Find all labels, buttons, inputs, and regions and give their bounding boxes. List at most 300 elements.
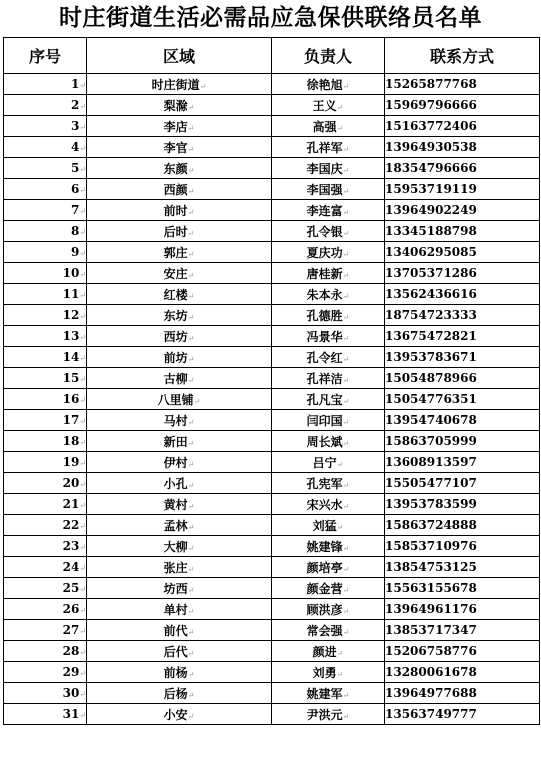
paragraph-mark: ↵ bbox=[187, 501, 195, 511]
row-person: 尹洪元 bbox=[306, 707, 343, 722]
row-person-cell bbox=[272, 242, 385, 263]
row-phone-cell bbox=[385, 557, 540, 578]
paragraph-mark: ↵ bbox=[187, 522, 195, 532]
paragraph-mark: ↵ bbox=[342, 144, 350, 154]
row-person: 孔凡宝 bbox=[306, 392, 343, 407]
row-person-cell bbox=[272, 410, 385, 431]
row-area-cell bbox=[87, 305, 272, 326]
row-person: 孔令红 bbox=[306, 350, 343, 365]
row-area: 张庄 bbox=[163, 560, 188, 575]
row-phone: 13563749777 bbox=[385, 707, 477, 721]
paragraph-mark: ↵ bbox=[187, 186, 195, 196]
row-index: 14 bbox=[62, 350, 80, 364]
paragraph-mark: ↵ bbox=[79, 165, 86, 174]
row-person: 孔令银 bbox=[306, 224, 343, 239]
paragraph-mark: ↵ bbox=[187, 438, 195, 448]
row-area-cell bbox=[87, 641, 272, 662]
row-person: 颜金营 bbox=[306, 581, 343, 596]
row-area-cell bbox=[87, 221, 272, 242]
table-row bbox=[4, 557, 540, 578]
paragraph-mark: ↵ bbox=[342, 564, 350, 574]
row-index-cell bbox=[4, 263, 87, 284]
paragraph-mark: ↵ bbox=[336, 648, 344, 658]
paragraph-mark: ↵ bbox=[342, 375, 350, 385]
row-person: 李国庆 bbox=[306, 161, 343, 176]
row-person-cell bbox=[272, 179, 385, 200]
paragraph-mark: ↵ bbox=[336, 102, 344, 112]
row-phone-cell bbox=[385, 410, 540, 431]
paragraph-mark: ↵ bbox=[79, 81, 86, 90]
row-area: 马村 bbox=[163, 413, 188, 428]
row-index-cell bbox=[4, 473, 87, 494]
row-phone: 15563155678 bbox=[385, 581, 477, 595]
paragraph-mark: ↵ bbox=[79, 270, 86, 279]
paragraph-mark: ↵ bbox=[79, 123, 86, 132]
paragraph-mark: ↵ bbox=[187, 270, 195, 280]
table-row bbox=[4, 431, 540, 452]
row-index-cell bbox=[4, 179, 87, 200]
row-index: 5 bbox=[70, 161, 80, 175]
row-index: 31 bbox=[62, 707, 80, 721]
row-phone-cell bbox=[385, 326, 540, 347]
table-row bbox=[4, 95, 540, 116]
row-index-cell bbox=[4, 242, 87, 263]
paragraph-mark: ↵ bbox=[79, 522, 86, 531]
row-index: 4 bbox=[70, 140, 80, 154]
table-row bbox=[4, 200, 540, 221]
row-phone-cell bbox=[385, 368, 540, 389]
row-person: 刘勇 bbox=[312, 665, 337, 680]
row-area: 小安 bbox=[163, 707, 188, 722]
row-area: 古柳 bbox=[163, 371, 188, 386]
row-phone: 15054878966 bbox=[385, 371, 477, 385]
row-phone: 15853710976 bbox=[385, 539, 477, 553]
row-index-cell bbox=[4, 557, 87, 578]
row-index-cell bbox=[4, 410, 87, 431]
table-row bbox=[4, 137, 540, 158]
paragraph-mark: ↵ bbox=[187, 606, 195, 616]
row-area: 小孔 bbox=[163, 476, 188, 491]
document-title: 时庄街道生活必需品应急保供联络员名单 bbox=[59, 4, 482, 31]
row-area-cell bbox=[87, 620, 272, 641]
paragraph-mark: ↵ bbox=[79, 396, 86, 405]
row-person: 高强 bbox=[312, 119, 337, 134]
row-person: 常会强 bbox=[306, 623, 343, 638]
row-person-cell bbox=[272, 74, 385, 95]
row-phone: 18754723333 bbox=[385, 308, 477, 322]
row-index-cell bbox=[4, 284, 87, 305]
paragraph-mark: ↵ bbox=[79, 333, 86, 342]
row-area-cell bbox=[87, 662, 272, 683]
row-area: 李店 bbox=[163, 119, 188, 134]
row-area: 东颜 bbox=[163, 161, 188, 176]
row-phone: 13953783599 bbox=[385, 497, 477, 511]
row-area-cell bbox=[87, 347, 272, 368]
row-phone-cell bbox=[385, 536, 540, 557]
paragraph-mark: ↵ bbox=[79, 249, 86, 258]
row-index-cell bbox=[4, 347, 87, 368]
row-person: 周长斌 bbox=[306, 434, 343, 449]
paragraph-mark: ↵ bbox=[342, 333, 350, 343]
row-person-cell bbox=[272, 494, 385, 515]
row-index: 19 bbox=[62, 455, 80, 469]
paragraph-mark: ↵ bbox=[187, 480, 195, 490]
row-phone-cell bbox=[385, 578, 540, 599]
row-index-cell bbox=[4, 200, 87, 221]
row-area: 坊西 bbox=[163, 581, 188, 596]
table-row bbox=[4, 515, 540, 536]
row-index-cell bbox=[4, 704, 87, 725]
paragraph-mark: ↵ bbox=[79, 186, 86, 195]
row-person: 徐艳旭 bbox=[306, 77, 343, 92]
row-phone-cell bbox=[385, 599, 540, 620]
paragraph-mark: ↵ bbox=[187, 228, 195, 238]
row-area-cell bbox=[87, 74, 272, 95]
header-contact: 联系方式 bbox=[385, 38, 540, 74]
table-row bbox=[4, 158, 540, 179]
table-row bbox=[4, 284, 540, 305]
row-index-cell bbox=[4, 515, 87, 536]
row-area-cell bbox=[87, 515, 272, 536]
paragraph-mark: ↵ bbox=[187, 312, 195, 322]
row-area: 伊村 bbox=[163, 455, 188, 470]
row-person-cell bbox=[272, 389, 385, 410]
row-person: 王义 bbox=[312, 98, 337, 113]
row-index: 2 bbox=[70, 98, 80, 112]
paragraph-mark: ↵ bbox=[187, 123, 195, 133]
row-phone: 15206758776 bbox=[385, 644, 477, 658]
paragraph-mark: ↵ bbox=[79, 207, 86, 216]
row-index: 24 bbox=[62, 560, 80, 574]
table-row bbox=[4, 347, 540, 368]
row-area: 安庄 bbox=[163, 266, 188, 281]
row-index: 12 bbox=[62, 308, 80, 322]
row-phone: 15863705999 bbox=[385, 434, 477, 448]
row-index-cell bbox=[4, 305, 87, 326]
row-person-cell bbox=[272, 95, 385, 116]
row-index-cell bbox=[4, 431, 87, 452]
row-area: 新田 bbox=[163, 434, 188, 449]
paragraph-mark: ↵ bbox=[187, 102, 195, 112]
row-index: 13 bbox=[62, 329, 80, 343]
paragraph-mark: ↵ bbox=[187, 207, 195, 217]
row-area-cell bbox=[87, 179, 272, 200]
header-row bbox=[4, 38, 540, 74]
row-phone: 13964977688 bbox=[385, 686, 477, 700]
table-row bbox=[4, 368, 540, 389]
paragraph-mark: ↵ bbox=[342, 585, 350, 595]
paragraph-mark: ↵ bbox=[342, 417, 350, 427]
paragraph-mark: ↵ bbox=[79, 585, 86, 594]
row-index-cell bbox=[4, 599, 87, 620]
row-index: 6 bbox=[70, 182, 80, 196]
header-area: 区域 bbox=[87, 38, 272, 74]
row-index-cell bbox=[4, 137, 87, 158]
row-phone-cell bbox=[385, 494, 540, 515]
row-area: 红楼 bbox=[163, 287, 188, 302]
row-phone-cell bbox=[385, 389, 540, 410]
row-area-cell bbox=[87, 368, 272, 389]
paragraph-mark: ↵ bbox=[79, 690, 86, 699]
row-area: 前杨 bbox=[163, 665, 188, 680]
paragraph-mark: ↵ bbox=[342, 249, 350, 259]
paragraph-mark: ↵ bbox=[79, 648, 86, 657]
paragraph-mark: ↵ bbox=[336, 669, 344, 679]
row-phone-cell bbox=[385, 263, 540, 284]
row-person: 孔祥洁 bbox=[306, 371, 343, 386]
row-index: 28 bbox=[62, 644, 80, 658]
row-index-cell bbox=[4, 326, 87, 347]
paragraph-mark: ↵ bbox=[342, 690, 350, 700]
paragraph-mark: ↵ bbox=[342, 501, 350, 511]
paragraph-mark: ↵ bbox=[79, 417, 86, 426]
row-phone: 13854753125 bbox=[385, 560, 477, 574]
row-area-cell bbox=[87, 95, 272, 116]
paragraph-mark: ↵ bbox=[342, 291, 350, 301]
row-person-cell bbox=[272, 704, 385, 725]
row-area-cell bbox=[87, 158, 272, 179]
row-phone: 13964961176 bbox=[385, 602, 477, 616]
row-index-cell bbox=[4, 641, 87, 662]
row-area-cell bbox=[87, 431, 272, 452]
row-person: 姚建锋 bbox=[306, 539, 343, 554]
row-phone-cell bbox=[385, 641, 540, 662]
table-row bbox=[4, 473, 540, 494]
row-person: 夏庆功 bbox=[306, 245, 343, 260]
paragraph-mark: ↵ bbox=[79, 144, 86, 153]
row-person-cell bbox=[272, 662, 385, 683]
row-phone-cell bbox=[385, 242, 540, 263]
table-row bbox=[4, 116, 540, 137]
row-index: 22 bbox=[62, 518, 80, 532]
row-person: 顾洪彦 bbox=[306, 602, 343, 617]
table-row bbox=[4, 263, 540, 284]
row-index: 11 bbox=[62, 287, 80, 301]
row-person-cell bbox=[272, 368, 385, 389]
row-index: 17 bbox=[62, 413, 80, 427]
row-area-cell bbox=[87, 494, 272, 515]
row-phone: 18354796666 bbox=[385, 161, 477, 175]
row-phone: 15953719119 bbox=[385, 182, 477, 196]
table-row bbox=[4, 242, 540, 263]
row-area: 李官 bbox=[163, 140, 188, 155]
row-area-cell bbox=[87, 242, 272, 263]
row-area-cell bbox=[87, 536, 272, 557]
row-area-cell bbox=[87, 452, 272, 473]
row-area: 黄村 bbox=[163, 497, 188, 512]
table-row bbox=[4, 620, 540, 641]
paragraph-mark: ↵ bbox=[79, 228, 86, 237]
row-area: 前代 bbox=[163, 623, 188, 638]
row-phone-cell bbox=[385, 347, 540, 368]
row-person-cell bbox=[272, 641, 385, 662]
row-index: 15 bbox=[62, 371, 80, 385]
paragraph-mark: ↵ bbox=[79, 312, 86, 321]
row-index-cell bbox=[4, 452, 87, 473]
row-phone-cell bbox=[385, 116, 540, 137]
row-phone: 13964902249 bbox=[385, 203, 477, 217]
paragraph-mark: ↵ bbox=[187, 354, 195, 364]
row-person-cell bbox=[272, 200, 385, 221]
row-area: 前时 bbox=[163, 203, 188, 218]
row-index: 21 bbox=[62, 497, 80, 511]
row-area: 西坊 bbox=[163, 329, 188, 344]
row-person-cell bbox=[272, 599, 385, 620]
row-person: 孔祥军 bbox=[306, 140, 343, 155]
paragraph-mark: ↵ bbox=[79, 627, 86, 636]
row-person-cell bbox=[272, 137, 385, 158]
paragraph-mark: ↵ bbox=[342, 228, 350, 238]
row-phone-cell bbox=[385, 683, 540, 704]
row-area: 东坊 bbox=[163, 308, 188, 323]
row-person-cell bbox=[272, 158, 385, 179]
row-person: 宋兴水 bbox=[306, 497, 343, 512]
paragraph-mark: ↵ bbox=[193, 396, 201, 406]
paragraph-mark: ↵ bbox=[79, 669, 86, 678]
row-area: 大柳 bbox=[163, 539, 188, 554]
row-area-cell bbox=[87, 683, 272, 704]
row-area-cell bbox=[87, 137, 272, 158]
row-person-cell bbox=[272, 620, 385, 641]
row-phone: 15054776351 bbox=[385, 392, 477, 406]
row-area-cell bbox=[87, 599, 272, 620]
row-person-cell bbox=[272, 536, 385, 557]
table-row bbox=[4, 305, 540, 326]
row-index-cell bbox=[4, 74, 87, 95]
row-area-cell bbox=[87, 284, 272, 305]
paragraph-mark: ↵ bbox=[187, 291, 195, 301]
paragraph-mark: ↵ bbox=[79, 438, 86, 447]
paragraph-mark: ↵ bbox=[342, 81, 350, 91]
paragraph-mark: ↵ bbox=[342, 186, 350, 196]
row-person: 颜培亭 bbox=[306, 560, 343, 575]
paragraph-mark: ↵ bbox=[342, 354, 350, 364]
row-area: 西颜 bbox=[163, 182, 188, 197]
row-phone-cell bbox=[385, 704, 540, 725]
row-phone: 13562436616 bbox=[385, 287, 477, 301]
row-phone: 13705371286 bbox=[385, 266, 477, 280]
paragraph-mark: ↵ bbox=[342, 543, 350, 553]
row-phone-cell bbox=[385, 74, 540, 95]
row-index: 8 bbox=[70, 224, 80, 238]
row-index-cell bbox=[4, 683, 87, 704]
row-person-cell bbox=[272, 263, 385, 284]
row-person: 朱本永 bbox=[306, 287, 343, 302]
row-phone: 13608913597 bbox=[385, 455, 477, 469]
contact-table bbox=[3, 37, 540, 725]
row-person-cell bbox=[272, 431, 385, 452]
row-phone-cell bbox=[385, 200, 540, 221]
row-index: 18 bbox=[62, 434, 80, 448]
row-phone: 15163772406 bbox=[385, 119, 477, 133]
row-phone: 13954740678 bbox=[385, 413, 477, 427]
paragraph-mark: ↵ bbox=[79, 459, 86, 468]
table-row bbox=[4, 452, 540, 473]
paragraph-mark: ↵ bbox=[342, 711, 350, 721]
table-row bbox=[4, 410, 540, 431]
paragraph-mark: ↵ bbox=[199, 81, 207, 91]
table-row bbox=[4, 683, 540, 704]
row-phone: 15265877768 bbox=[385, 77, 477, 91]
paragraph-mark: ↵ bbox=[79, 501, 86, 510]
row-person-cell bbox=[272, 452, 385, 473]
paragraph-mark: ↵ bbox=[187, 627, 195, 637]
row-index-cell bbox=[4, 116, 87, 137]
row-phone-cell bbox=[385, 221, 540, 242]
paragraph-mark: ↵ bbox=[336, 123, 344, 133]
table-row bbox=[4, 641, 540, 662]
table-row bbox=[4, 74, 540, 95]
row-area: 八里铺 bbox=[157, 392, 194, 407]
paragraph-mark: ↵ bbox=[342, 270, 350, 280]
row-phone-cell bbox=[385, 431, 540, 452]
row-index: 7 bbox=[70, 203, 80, 217]
table-row bbox=[4, 578, 540, 599]
row-phone: 13345188798 bbox=[385, 224, 477, 238]
row-index: 25 bbox=[62, 581, 80, 595]
row-phone: 13964930538 bbox=[385, 140, 477, 154]
paragraph-mark: ↵ bbox=[79, 564, 86, 573]
paragraph-mark: ↵ bbox=[79, 291, 86, 300]
row-index-cell bbox=[4, 536, 87, 557]
row-phone: 13853717347 bbox=[385, 623, 477, 637]
table-row bbox=[4, 326, 540, 347]
row-phone: 13406295085 bbox=[385, 245, 477, 259]
paragraph-mark: ↵ bbox=[79, 375, 86, 384]
table-row bbox=[4, 536, 540, 557]
paragraph-mark: ↵ bbox=[187, 375, 195, 385]
table-row bbox=[4, 389, 540, 410]
paragraph-mark: ↵ bbox=[342, 312, 350, 322]
row-phone-cell bbox=[385, 179, 540, 200]
row-area: 孟林 bbox=[163, 518, 188, 533]
row-phone-cell bbox=[385, 515, 540, 536]
paragraph-mark: ↵ bbox=[79, 711, 86, 720]
row-area: 后杨 bbox=[163, 686, 188, 701]
row-person: 刘猛 bbox=[312, 518, 337, 533]
row-index-cell bbox=[4, 620, 87, 641]
row-person: 冯景华 bbox=[306, 329, 343, 344]
paragraph-mark: ↵ bbox=[187, 564, 195, 574]
paragraph-mark: ↵ bbox=[79, 543, 86, 552]
row-phone: 15505477107 bbox=[385, 476, 477, 490]
table-body bbox=[4, 74, 540, 725]
paragraph-mark: ↵ bbox=[342, 438, 350, 448]
row-phone-cell bbox=[385, 158, 540, 179]
row-person-cell bbox=[272, 221, 385, 242]
row-area: 郭庄 bbox=[163, 245, 188, 260]
row-person: 孔宪军 bbox=[306, 476, 343, 491]
row-index: 3 bbox=[70, 119, 80, 133]
header-person: 负责人 bbox=[272, 38, 385, 74]
row-index: 10 bbox=[62, 266, 80, 280]
row-phone-cell bbox=[385, 137, 540, 158]
row-index: 29 bbox=[62, 665, 80, 679]
row-person: 李连富 bbox=[306, 203, 343, 218]
table-row bbox=[4, 221, 540, 242]
row-person: 闫印国 bbox=[306, 413, 343, 428]
row-person-cell bbox=[272, 284, 385, 305]
row-index: 9 bbox=[70, 245, 80, 259]
row-index-cell bbox=[4, 95, 87, 116]
row-area-cell bbox=[87, 326, 272, 347]
paragraph-mark: ↵ bbox=[342, 480, 350, 490]
row-area: 梨滁 bbox=[163, 98, 188, 113]
paragraph-mark: ↵ bbox=[187, 711, 195, 721]
table-row bbox=[4, 704, 540, 725]
paragraph-mark: ↵ bbox=[187, 648, 195, 658]
paragraph-mark: ↵ bbox=[187, 459, 195, 469]
